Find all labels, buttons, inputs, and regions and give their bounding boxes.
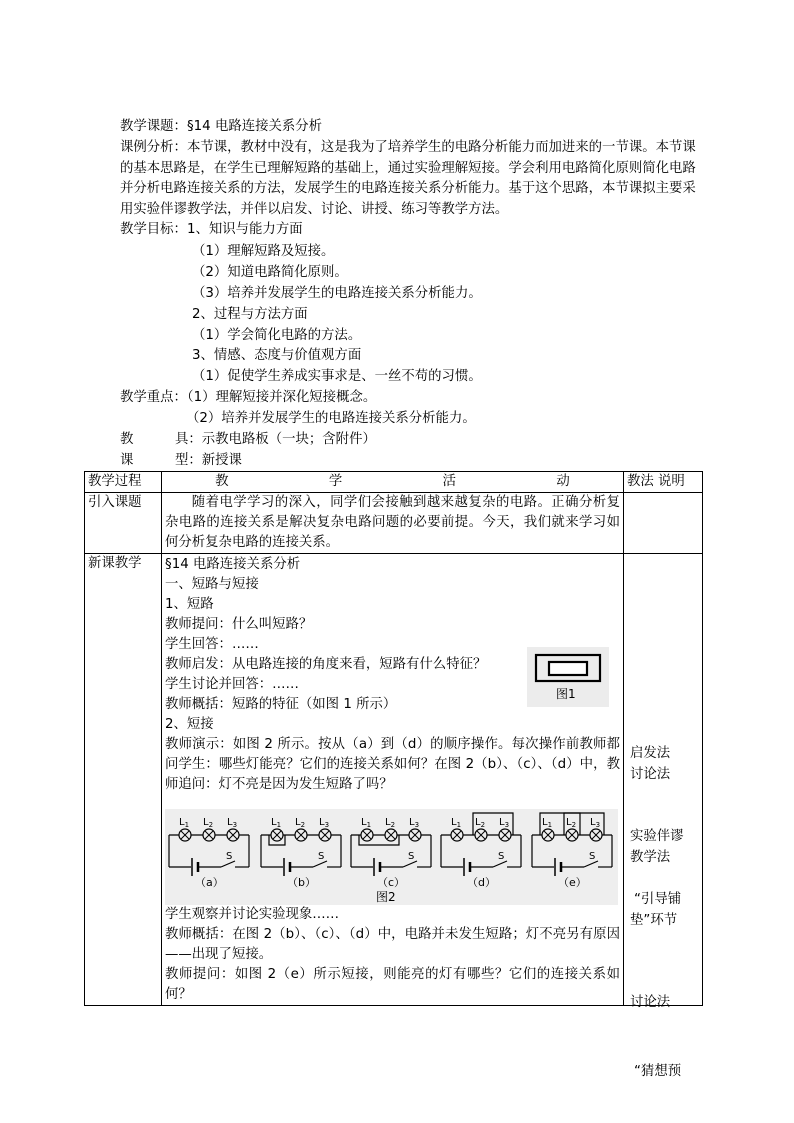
- content-line: 1、短路: [165, 597, 214, 612]
- figure-1: [527, 647, 609, 707]
- goal-1-2: （2）知道电路简化原则。: [192, 265, 348, 280]
- subfigure-label: （d）: [467, 876, 496, 889]
- table-header-row: [85, 472, 703, 493]
- goal-1-1: （1）理解短路及短接。: [192, 244, 335, 259]
- row-content: [162, 554, 624, 1006]
- header-activity-char: 教: [215, 474, 229, 489]
- lamp-label: $L_1$: [361, 817, 372, 829]
- lamp-label: $L_3$: [319, 817, 330, 829]
- figure-1-caption: 图1: [556, 687, 576, 701]
- header-activity: [162, 472, 624, 493]
- lamp-label: $L_2$: [475, 817, 486, 829]
- demo-paragraph: 教师演示：如图 2 所示。按从（a）到（d）的顺序操作。每次操作前教师都问学生：哪些灯能亮？它们的连接关系如何？在图 2（b）、（c）、（d）中，教师追问：灯不亮是因为发生短路了吗？: [165, 737, 620, 792]
- figure-1-diagram: [527, 647, 609, 707]
- header-activity-char: 活: [442, 474, 457, 489]
- row-notes: [624, 554, 703, 1079]
- header-activity-char: 学: [328, 474, 343, 489]
- lamp-label: $L_2$: [566, 817, 577, 829]
- table-row: [85, 493, 703, 554]
- note: 讨论法: [630, 995, 671, 1010]
- subfigure-label: （a）: [195, 876, 224, 889]
- type-label: 课: [120, 453, 134, 468]
- summary-paragraph: 教师概括：在图 2（b）、（c）、（d）中，电路并未发生短路；灯不亮另有原因——出现了短接。: [165, 927, 620, 962]
- row-process: 引入课题: [85, 493, 162, 554]
- content-line: 一、短路与短接: [165, 577, 259, 592]
- lesson-table: [84, 471, 703, 1079]
- lamp-label: $L_2$: [203, 817, 214, 829]
- question-paragraph: 教师提问：如图 2（e）所示短接，则能亮的灯有哪些？它们的连接关系如何？: [165, 967, 620, 1002]
- note: 实验伴谬: [630, 829, 684, 844]
- note: 垫”环节: [630, 913, 678, 928]
- row-content: 随着电学学习的深入，同学们会接触到越来越复杂的电路。正确分析复杂电路的连接关系是解决复杂电路问题的必要前提。今天，我们就来学习如何分析复杂电路的连接关系。: [162, 493, 624, 554]
- content-line: 教师提问：什么叫短路？: [165, 617, 313, 632]
- note: 教学法: [630, 850, 671, 865]
- lamp-label: $L_2$: [295, 817, 306, 829]
- lamp-label: $L_3$: [499, 817, 510, 829]
- subfigure-label: （b）: [287, 876, 316, 889]
- content-line: 教师启发：从电路连接的角度来看，短路有什么特征？: [165, 657, 487, 672]
- content-line: 教师概括：短路的特征（如图 1 所示）: [165, 697, 397, 712]
- key-points-1: 教学重点：（1）理解短接并深化短接概念。: [120, 390, 377, 405]
- goal-1-3: （3）培养并发展学生的电路连接关系分析能力。: [192, 286, 482, 301]
- row-notes: [624, 493, 703, 554]
- header-notes: 教法 说明: [624, 472, 703, 493]
- lamp-label: $L_3$: [227, 817, 238, 829]
- lamp-label: $L_2$: [385, 817, 396, 829]
- lesson-topic: 教学课题：§14 电路连接关系分析: [120, 119, 323, 134]
- goal-3-1: （1）促使学生养成实事求是、一丝不苟的习惯。: [192, 369, 482, 384]
- goal-3: 3、情感、态度与价值观方面: [192, 348, 362, 363]
- lamp-label: $L_1$: [271, 817, 282, 829]
- content-line: 2、短接: [165, 717, 214, 732]
- content-line: §14 电路连接关系分析: [165, 557, 301, 572]
- lamp-label: $L_1$: [542, 817, 553, 829]
- goals-label: 教学目标：1、知识与能力方面: [120, 222, 303, 237]
- figure-2-caption: 图2: [376, 890, 396, 904]
- switch-label: S: [226, 851, 233, 862]
- note: 讨论法: [630, 767, 671, 782]
- table-row: [85, 554, 703, 1006]
- lamp-label: $L_3$: [409, 817, 420, 829]
- switch-label: S: [318, 851, 325, 862]
- lesson-analysis: 课例分析：本节课，教材中没有，这是我为了培养学生的电路分析能力而加进来的一节课。本节课的基本思路是，在学生已理解短路的基础上，通过实验理解短接。学会利用电路简化原则简化电路并分析电路连接关系的方法，发展学生的电路连接关系分析能力。基于这个思路，本节课拟主要采用实验伴谬教学法，并伴以启发、讨论、讲授、练习等教学方法。: [120, 140, 696, 217]
- type-value: 型：新授课: [175, 453, 242, 468]
- lamp-label: $L_3$: [590, 817, 601, 829]
- note: “引导铺: [634, 892, 682, 907]
- switch-label: S: [498, 851, 505, 862]
- key-points-2: （2）培养并发展学生的电路连接关系分析能力。: [186, 411, 476, 426]
- note: “猜想预: [634, 1064, 682, 1079]
- lamp-label: $L_1$: [451, 817, 462, 829]
- goal-2-1: （1）学会简化电路的方法。: [192, 328, 362, 343]
- content-line: 学生回答：……: [165, 637, 259, 652]
- figure-2-diagram: [165, 809, 618, 905]
- row-process: 新课教学: [85, 554, 162, 1006]
- figure-2: [165, 809, 618, 905]
- switch-label: S: [408, 851, 415, 862]
- tools-value: 具：示教电路板（一块；含附件）: [175, 432, 376, 447]
- note: 启发法: [630, 746, 671, 761]
- subfigure-label: （c）: [377, 876, 406, 889]
- goal-2: 2、过程与方法方面: [192, 307, 308, 322]
- resistor-icon: [549, 662, 587, 675]
- subfigure-label: （e）: [558, 876, 587, 889]
- switch-label: S: [589, 851, 596, 862]
- tools-label: 教: [120, 432, 134, 447]
- header-activity-char: 动: [556, 474, 570, 489]
- observe-line: 学生观察并讨论实验现象……: [165, 907, 340, 922]
- content-line: 学生讨论并回答：……: [165, 677, 299, 692]
- lamp-label: $L_1$: [179, 817, 190, 829]
- header-process: 教学过程: [85, 472, 162, 493]
